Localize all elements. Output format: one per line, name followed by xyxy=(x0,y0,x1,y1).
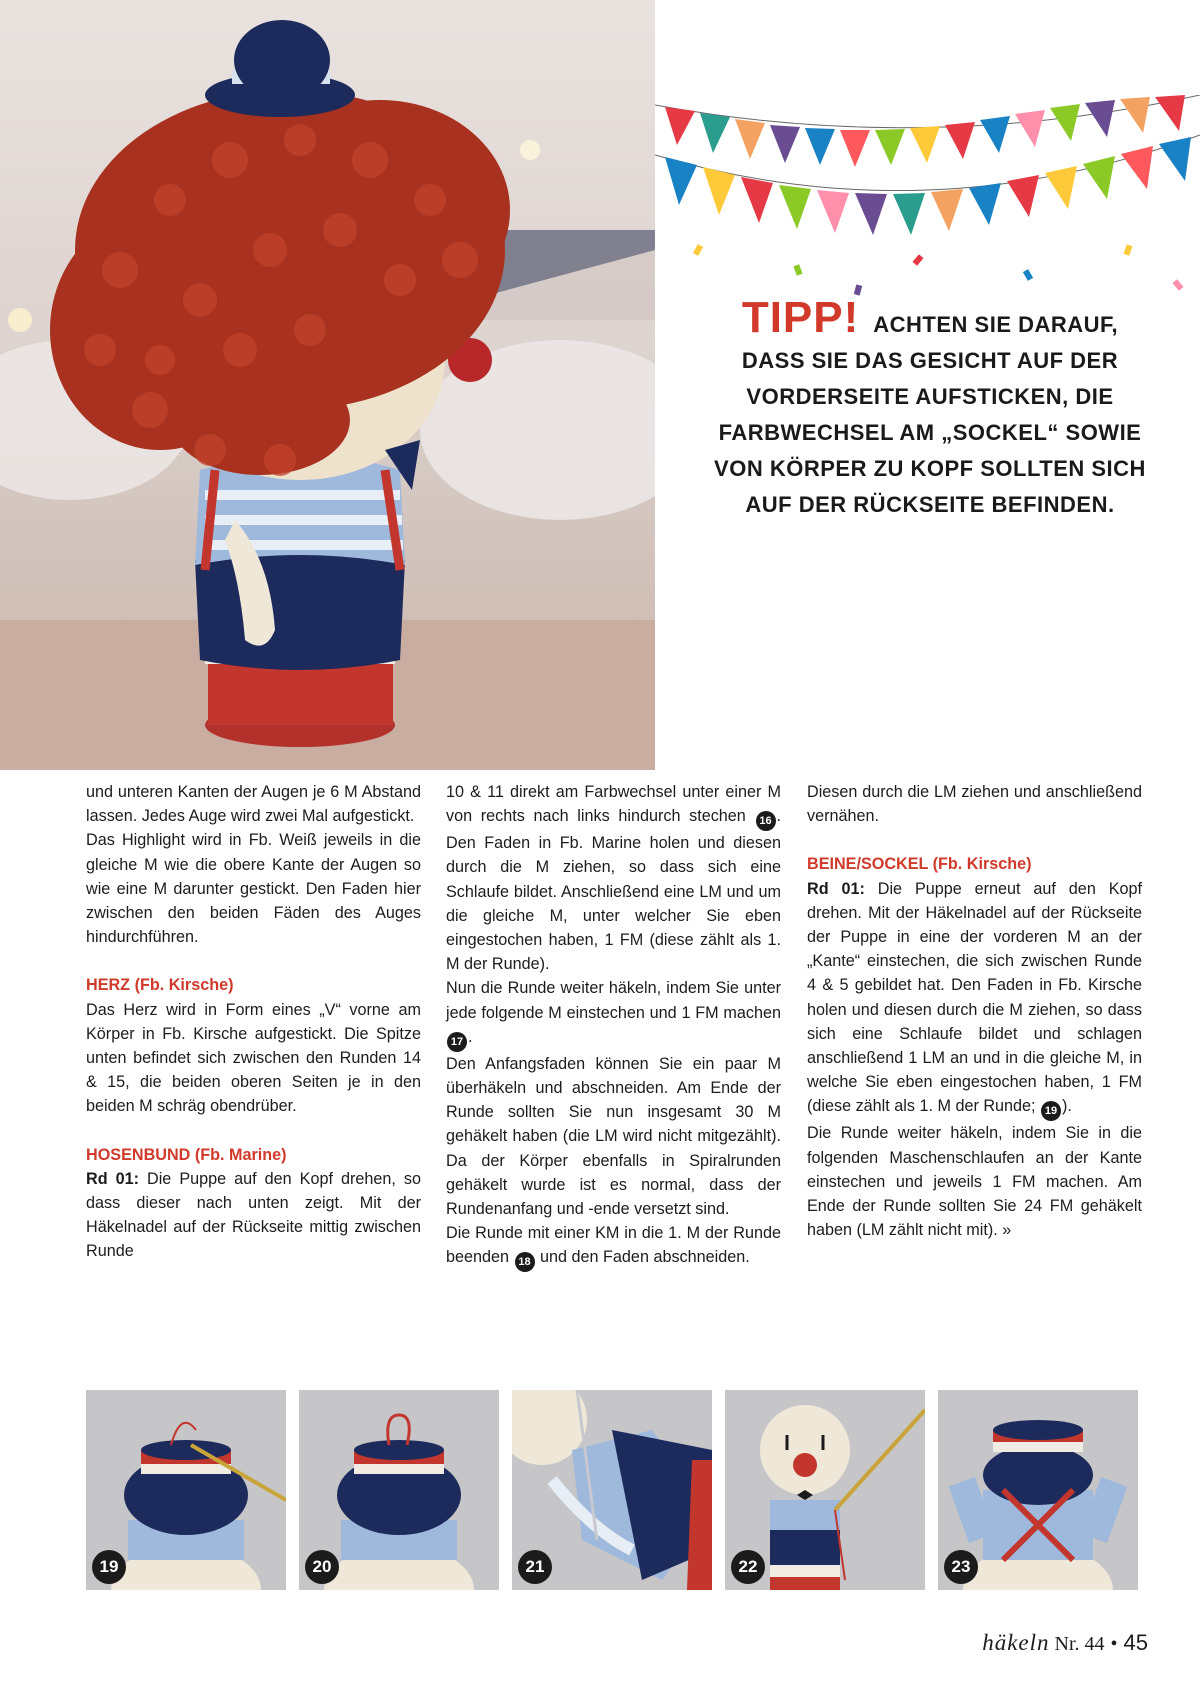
tip-text-5: VON KÖRPER ZU KOPF SOLLTEN SICH xyxy=(714,456,1146,481)
page-number: 45 xyxy=(1123,1630,1148,1655)
step-photo-22 xyxy=(725,1390,925,1590)
step-number-badge: 21 xyxy=(518,1550,552,1584)
tip-text-3: VORDERSEITE AUFSTICKEN, DIE xyxy=(746,384,1114,409)
paragraph xyxy=(86,1167,421,1264)
round-label: Rd 01: xyxy=(807,879,865,898)
tip-text-1: ACHTEN SIE DARAUF, xyxy=(873,312,1119,337)
paragraph xyxy=(807,877,1142,1122)
tip-text-6: AUF DER RÜCKSEITE BEFINDEN. xyxy=(745,492,1115,517)
step-photo-20 xyxy=(299,1390,499,1590)
text-column-1 xyxy=(86,780,421,1264)
paragraph-text: ). xyxy=(1062,1097,1072,1116)
section-heading-herz: HERZ (Fb. Kirsche) xyxy=(86,976,234,995)
paragraph-text: und den Faden abschneiden. xyxy=(540,1248,750,1267)
step-ref-19: 19 xyxy=(1041,1101,1061,1121)
text-column-2 xyxy=(446,780,781,1272)
step-number-badge: 23 xyxy=(944,1550,978,1584)
paragraph-text: Die Puppe erneut auf den Kopf drehen. Mit der Häkelnadel auf der Rückseite der Puppe in eine der vorderen M an der „Kante“ einstechen, die sich zwischen Runde 4 & 5 gebildet hat. Den Faden in Fb. Kirsche holen und diesen durch die M ziehen, so dass sich eine Schlaufe bildet und schlagen anschließend 1 LM an und in die gleiche M, in welche Sie eben eingestochen haben, 1 FM (diese zählt als 1. M der Runde; xyxy=(807,879,1143,1116)
section-heading-hosenbund: HOSENBUND (Fb. Marine) xyxy=(86,1145,287,1164)
tip-label: TIPP! xyxy=(741,293,860,342)
tip-box xyxy=(700,293,1160,523)
section-heading-beine: BEINE/SOCKEL (Fb. Kirsche) xyxy=(807,855,1032,874)
step-photo-19 xyxy=(86,1390,286,1590)
party-bunting xyxy=(655,95,1200,305)
step-ref-17: 17 xyxy=(447,1032,467,1052)
step-photo-21 xyxy=(512,1390,712,1590)
step-ref-16: 16 xyxy=(756,811,776,831)
paragraph-text: 10 & 11 direkt am Farbwechsel unter einer M von rechts nach links hindurch stechen xyxy=(446,783,781,826)
paragraph xyxy=(446,780,781,976)
step-number-badge: 20 xyxy=(305,1550,339,1584)
paragraph: und unteren Kanten der Augen je 6 M Abstand lassen. Jedes Auge wird zwei Mal aufgestickt. xyxy=(86,783,421,826)
step-ref-18: 18 xyxy=(515,1252,535,1272)
step-photo-23 xyxy=(938,1390,1138,1590)
paragraph-text: Nun die Runde weiter häkeln, indem Sie unter jede folgende M einstechen und 1 FM machen xyxy=(446,979,781,1022)
paragraph: Die Runde weiter häkeln, indem Sie in die folgenden Maschenschlaufen an der Kante einstechen und jeweils 1 FM machen. Am Ende der Runde sollten Sie 24 FM gehäkelt haben (LM zählt nicht mit). » xyxy=(807,1124,1142,1240)
step-number-badge: 19 xyxy=(92,1550,126,1584)
paragraph xyxy=(446,1221,781,1272)
separator-dot: • xyxy=(1110,1633,1118,1655)
step-number-badge: 22 xyxy=(731,1550,765,1584)
tip-text-2: DASS SIE DAS GESICHT AUF DER xyxy=(741,348,1119,373)
paragraph: Diesen durch die LM ziehen und anschließend vernähen. xyxy=(807,783,1142,826)
paragraph: Das Highlight wird in Fb. Weiß jeweils in die gleiche M wie die obere Kante der Augen so wie eine M darunter gestickt. Den Faden hier zwischen den beiden Fäden des Auges hindurchführen. xyxy=(86,831,421,947)
hero-photo xyxy=(0,0,655,770)
paragraph-text: Die Runde mit einer KM in die 1. M der Runde beenden xyxy=(446,1224,781,1267)
paragraph-text: Die Puppe auf den Kopf drehen, so dass dieser nach unten zeigt. Mit der Häkelnadel auf der Rückseite mittig zwischen Runde xyxy=(86,1169,421,1261)
round-label: Rd 01: xyxy=(86,1169,139,1188)
step-photos xyxy=(86,1390,1144,1590)
magazine-brand: häkeln xyxy=(982,1630,1050,1655)
issue-number: Nr. 44 xyxy=(1054,1633,1105,1655)
page-footer xyxy=(982,1630,1148,1656)
doll-illustration xyxy=(0,0,655,770)
paragraph xyxy=(446,976,781,1051)
paragraph-text: . xyxy=(468,1027,473,1046)
text-column-3 xyxy=(807,780,1142,1242)
paragraph-text: . Den Faden in Fb. Marine holen und diesen durch die M ziehen, so dass sich eine Schlaufe bildet. Anschließend eine LM und um die gleiche M, unter welcher Sie eben eingestochen haben, 1 FM (diese zählt als 1. M der Runde). xyxy=(446,807,782,974)
tip-line-1 xyxy=(700,293,1160,343)
paragraph: Das Herz wird in Form eines „V“ vorne am Körper in Fb. Kirsche aufgestickt. Die Spitze unten befindet sich zwischen den Runden 14 & 15, die beiden oberen Seiten je in den beiden M schräg obendrüber. xyxy=(86,1000,421,1116)
paragraph: Den Anfangsfaden können Sie ein paar M überhäkeln und abschneiden. Am Ende der Runde sollten Sie nun insgesamt 30 M gehäkelt haben (die LM wird nicht mitgezählt). Da der Körper ebenfalls in Spiralrunden gehäkelt wurde ist es normal, dass der Rundenanfang und -ende versetzt sind. xyxy=(446,1054,781,1219)
tip-text-4: FARBWECHSEL AM „SOCKEL“ SOWIE xyxy=(718,420,1142,445)
